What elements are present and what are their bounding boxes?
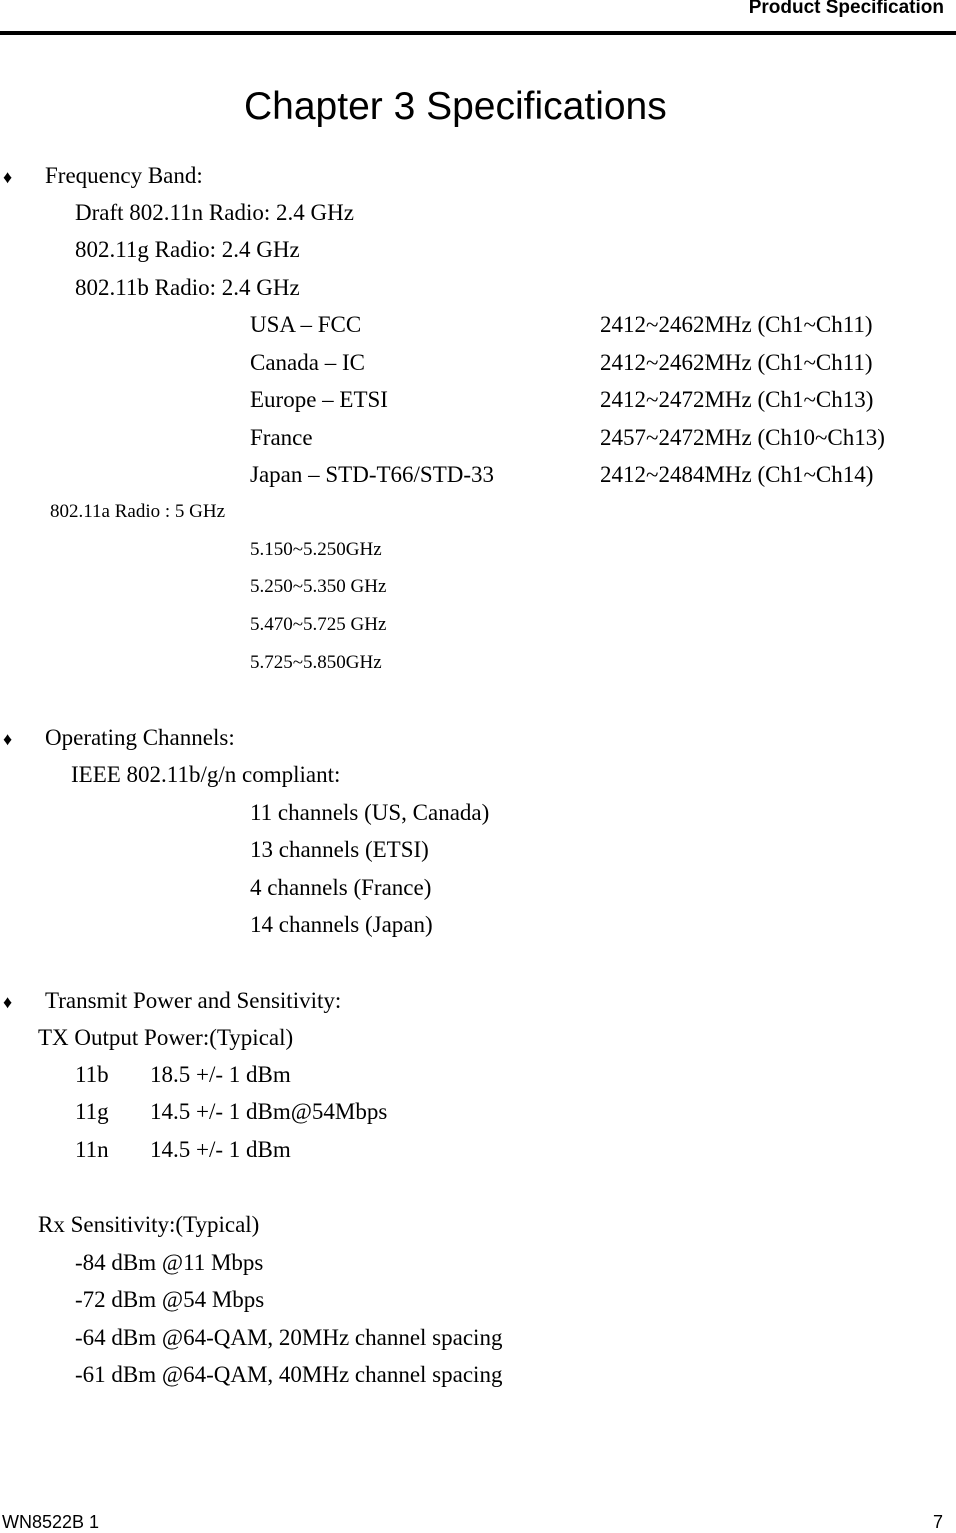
band-5g: 5.150~5.250GHz	[250, 539, 382, 560]
channel-item: 14 channels (Japan)	[250, 912, 433, 937]
region-name: Japan – STD-T66/STD-33	[250, 462, 495, 487]
tx-value: 18.5 +/- 1 dBm	[150, 1062, 291, 1087]
tx-mode: 11g	[75, 1099, 109, 1124]
band-5g: 5.250~5.350 GHz	[250, 576, 387, 597]
channels-heading: Operating Channels:	[45, 725, 235, 750]
band-5g: 5.470~5.725 GHz	[250, 614, 387, 635]
region-name: Canada – IC	[250, 350, 365, 375]
region-range: 2457~2472MHz (Ch10~Ch13)	[600, 425, 885, 450]
region-range: 2412~2484MHz (Ch1~Ch14)	[600, 462, 874, 487]
region-range: 2412~2462MHz (Ch1~Ch11)	[600, 312, 873, 337]
rx-row: -64 dBm @64-QAM, 20MHz channel spacing	[75, 1325, 503, 1350]
channel-item: 13 channels (ETSI)	[250, 837, 429, 862]
footer-model: WN8522B 1	[2, 1512, 100, 1532]
chapter-title: Chapter 3 Specifications	[244, 85, 667, 128]
region-name: Europe – ETSI	[250, 387, 388, 412]
tx-mode: 11b	[75, 1062, 109, 1087]
diamond-bullet-icon: ♦	[3, 167, 13, 187]
rx-label: Rx Sensitivity:(Typical)	[38, 1212, 260, 1237]
power-heading: Transmit Power and Sensitivity:	[45, 988, 342, 1013]
region-name: USA – FCC	[250, 312, 362, 337]
radio-line: 802.11b Radio: 2.4 GHz	[75, 275, 300, 300]
frequency-heading: Frequency Band:	[45, 163, 203, 188]
tx-label: TX Output Power:(Typical)	[38, 1025, 294, 1050]
band-5g: 5.725~5.850GHz	[250, 652, 382, 673]
diamond-bullet-icon: ♦	[3, 729, 13, 749]
rx-row: -61 dBm @64-QAM, 40MHz channel spacing	[75, 1362, 503, 1387]
radio-line: Draft 802.11n Radio: 2.4 GHz	[75, 200, 354, 225]
rx-row: -72 dBm @54 Mbps	[75, 1287, 265, 1312]
radio-a-line: 802.11a Radio : 5 GHz	[50, 501, 226, 522]
diamond-bullet-icon: ♦	[3, 992, 13, 1012]
rx-row: -84 dBm @11 Mbps	[75, 1250, 264, 1275]
tx-mode: 11n	[75, 1137, 109, 1162]
channel-item: 4 channels (France)	[250, 875, 432, 900]
page-number: 7	[932, 1512, 943, 1532]
tx-value: 14.5 +/- 1 dBm	[150, 1137, 291, 1162]
tx-value: 14.5 +/- 1 dBm@54Mbps	[150, 1099, 388, 1124]
region-name: France	[250, 425, 313, 450]
header-rule	[0, 31, 956, 35]
channel-item: 11 channels (US, Canada)	[250, 800, 490, 825]
region-range: 2412~2472MHz (Ch1~Ch13)	[600, 387, 874, 412]
radio-line: 802.11g Radio: 2.4 GHz	[75, 237, 300, 262]
running-header: Product Specification	[748, 0, 944, 18]
region-range: 2412~2462MHz (Ch1~Ch11)	[600, 350, 873, 375]
channels-standard: IEEE 802.11b/g/n compliant:	[71, 762, 341, 787]
